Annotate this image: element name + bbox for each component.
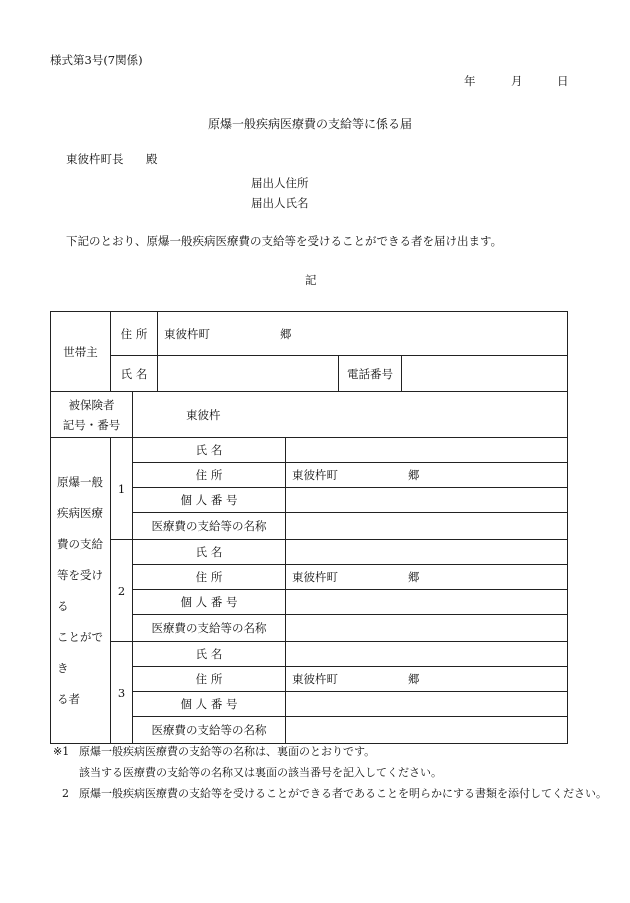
- recipient-3-id-label: 個 人 番 号: [133, 692, 286, 717]
- recipient-2-address-suffix: 郷: [408, 570, 420, 584]
- recipient-number-2: 2: [111, 540, 133, 642]
- recipient-1-name-label: 氏 名: [133, 438, 286, 463]
- recipient-3-address-field[interactable]: [286, 667, 568, 692]
- note-1-mark: ※1: [53, 745, 70, 758]
- recipient-3-benefit-field[interactable]: [286, 717, 568, 744]
- insured-label: [51, 392, 133, 438]
- household-address-field[interactable]: [158, 312, 568, 356]
- note-1-line-2: 該当する医療費の支給等の名称又は裏面の該当番号を記入してください。: [79, 766, 442, 779]
- recipients-header-line: 等を受ける: [57, 567, 103, 613]
- notification-form-table: [50, 311, 568, 744]
- recipients-header-line: る者: [57, 691, 80, 706]
- household-address-suffix: 郷: [280, 326, 292, 341]
- household-name-label: 氏 名: [111, 356, 158, 392]
- recipient-1-address-field[interactable]: [286, 463, 568, 488]
- date-year-label: 年: [464, 74, 476, 88]
- ki-label: 記: [305, 273, 317, 287]
- household-address-label: 住 所: [111, 312, 158, 356]
- recipient-3-address-label: 住 所: [133, 667, 286, 692]
- household-name-field[interactable]: [158, 356, 339, 392]
- insured-label-line2: 記号・番号: [62, 417, 121, 432]
- household-header: 世帯主: [51, 312, 111, 392]
- recipient-1-address-label: 住 所: [133, 463, 286, 488]
- note-2-mark: 2: [62, 787, 69, 800]
- recipient-1-name-field[interactable]: [286, 438, 568, 463]
- submitter-address-label: 届出人住所: [251, 176, 309, 190]
- recipients-header-line: 原爆一般: [57, 474, 103, 489]
- recipient-2-benefit-field[interactable]: [286, 615, 568, 642]
- recipient-1-benefit-field[interactable]: [286, 513, 568, 540]
- recipient-3-address-suffix: 郷: [408, 672, 420, 686]
- insured-number-field[interactable]: [133, 392, 568, 438]
- recipient-number-1: 1: [111, 438, 133, 540]
- addressee-honorific: 殿: [146, 152, 158, 166]
- intro-text: 下記のとおり、原爆一般疾病医療費の支給等を受けることができる者を届け出ます。: [66, 234, 503, 248]
- recipient-3-name-label: 氏 名: [133, 642, 286, 667]
- recipient-1-benefit-label: 医療費の支給等の名称: [133, 513, 286, 540]
- household-address-prefix: 東彼杵町: [164, 326, 210, 341]
- household-phone-field[interactable]: [402, 356, 568, 392]
- addressee-name: 東彼杵町長: [66, 152, 124, 166]
- recipient-2-benefit-label: 医療費の支給等の名称: [133, 615, 286, 642]
- recipient-2-id-field[interactable]: [286, 590, 568, 615]
- recipient-2-name-label: 氏 名: [133, 540, 286, 565]
- recipient-3-address-prefix: 東彼杵町: [292, 672, 338, 686]
- insured-label-line1: 被保険者: [68, 397, 115, 412]
- recipient-3-id-field[interactable]: [286, 692, 568, 717]
- note-1-line-1: 原爆一般疾病医療費の支給等の名称は、裏面のとおりです。: [79, 745, 376, 758]
- recipients-header-line: ことができ: [57, 629, 103, 675]
- recipient-3-name-field[interactable]: [286, 642, 568, 667]
- recipient-2-id-label: 個 人 番 号: [133, 590, 286, 615]
- form-label: 様式第3号(7関係): [50, 53, 143, 67]
- recipient-2-address-prefix: 東彼杵町: [292, 570, 338, 584]
- document-title: 原爆一般疾病医療費の支給等に係る届: [208, 117, 413, 131]
- recipient-2-address-label: 住 所: [133, 565, 286, 590]
- submitter-name-label: 届出人氏名: [251, 196, 309, 210]
- recipient-2-name-field[interactable]: [286, 540, 568, 565]
- household-phone-label: 電話番号: [339, 356, 402, 392]
- recipient-1-id-label: 個 人 番 号: [133, 488, 286, 513]
- recipient-number-3: 3: [111, 642, 133, 744]
- date-day-label: 日: [557, 74, 569, 88]
- recipient-1-address-suffix: 郷: [408, 468, 420, 482]
- recipients-header-line: 疾病医療: [57, 505, 103, 520]
- insured-number-prefix: 東彼杵: [186, 407, 221, 422]
- recipient-1-id-field[interactable]: [286, 488, 568, 513]
- recipients-header-line: 費の支給: [57, 536, 103, 551]
- recipient-3-benefit-label: 医療費の支給等の名称: [133, 717, 286, 744]
- note-2-text: 原爆一般疾病医療費の支給等を受けることができる者であることを明らかにする書類を添付してください。: [79, 787, 607, 800]
- recipients-header: [51, 438, 111, 744]
- recipient-1-address-prefix: 東彼杵町: [292, 468, 338, 482]
- recipient-2-address-field[interactable]: [286, 565, 568, 590]
- date-month-label: 月: [511, 74, 523, 88]
